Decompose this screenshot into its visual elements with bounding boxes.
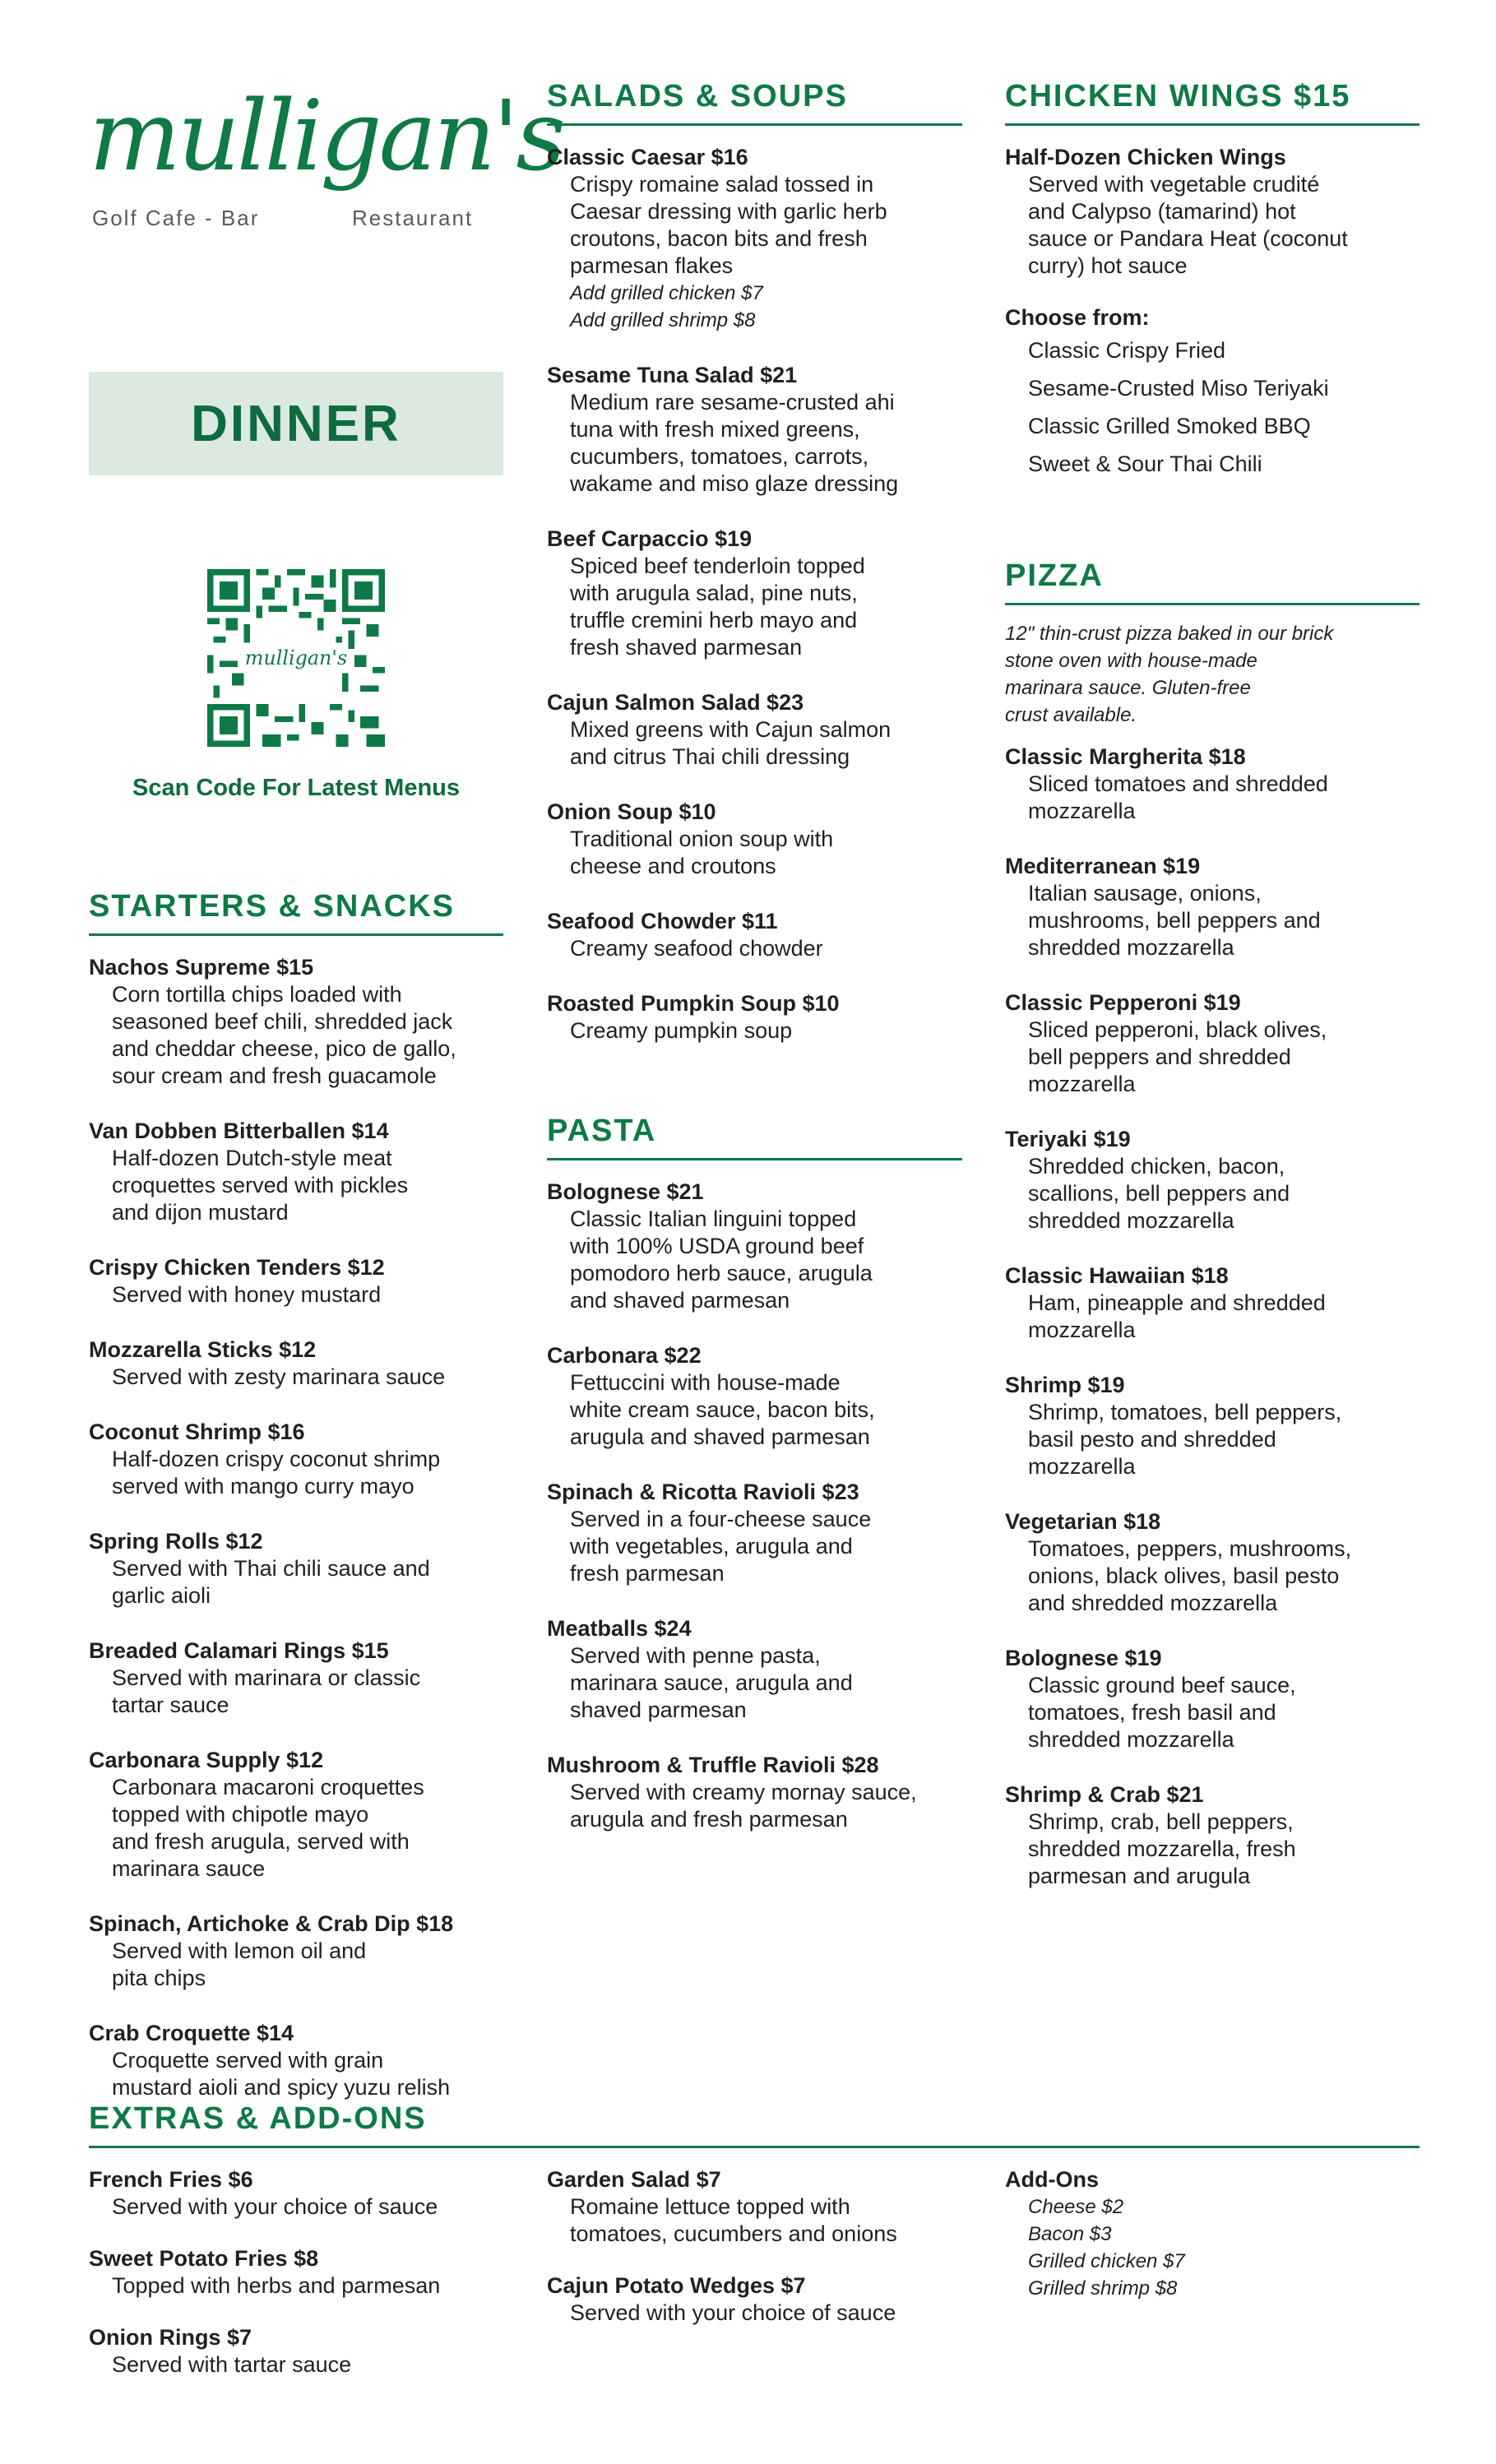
text-line: basil pesto and shredded	[1028, 1427, 1276, 1452]
menu-item-desc	[547, 553, 962, 661]
menu-item-name: Van Dobben Bitterballen $14	[89, 1119, 389, 1143]
menu-item-name: Garden Salad $7	[547, 2167, 721, 2192]
text-line: Served with tartar sauce	[112, 2352, 352, 2377]
menu-item-desc	[547, 389, 962, 498]
qr-code-wrapper	[89, 569, 503, 747]
menu-item-desc	[89, 1555, 503, 1609]
text-line: shredded mozzarella	[1028, 1208, 1234, 1233]
pizza-section	[1005, 558, 1420, 1890]
menu-item	[89, 2324, 504, 2378]
text-line: Grilled shrimp $8	[1028, 2277, 1178, 2300]
text-line: Fettuccini with house-made	[570, 1370, 841, 1395]
wings-title: CHICKEN WINGS $15	[1005, 79, 1420, 126]
menu-item	[89, 2245, 504, 2300]
addons-block	[1005, 2166, 1420, 2302]
text-line: Served with honey mustard	[112, 1282, 382, 1307]
menu-item-name: French Fries $6	[89, 2167, 253, 2192]
wings-options-list	[1005, 331, 1420, 483]
text-line: mustard aioli and spicy yuzu relish	[112, 2075, 451, 2100]
wings-option: Sweet & Sour Thai Chili	[1028, 452, 1262, 476]
wings-item-name: Half-Dozen Chicken Wings	[1005, 145, 1286, 169]
menu-item	[1005, 1645, 1420, 1753]
menu-item	[1005, 1781, 1420, 1890]
menu-item	[1005, 1508, 1420, 1617]
menu-item-name: Classic Hawaiian $18	[1005, 1263, 1229, 1288]
text-line: mushrooms, bell peppers and	[1028, 908, 1321, 933]
text-line: tartar sauce	[112, 1693, 229, 1717]
text-line: onions, black olives, basil pesto	[1028, 1563, 1340, 1588]
menu-item-name: Shrimp & Crab $21	[1005, 1782, 1204, 1807]
menu-item-desc	[1005, 1399, 1420, 1480]
text-line: with 100% USDA ground beef	[570, 1234, 864, 1258]
text-line: pomodoro herb sauce, arugula	[570, 1261, 873, 1285]
text-line: Served with your choice of sauce	[112, 2194, 438, 2219]
menu-item	[547, 2272, 962, 2327]
menu-item-name: Carbonara $22	[547, 1343, 702, 1368]
text-line: Crispy romaine salad tossed in	[570, 172, 874, 197]
logo-tagline	[92, 206, 503, 231]
menu-item-desc	[1005, 1672, 1420, 1753]
menu-item-name: Bolognese $19	[1005, 1646, 1162, 1670]
menu-item	[547, 1479, 962, 1587]
text-line: stone oven with house-made	[1005, 650, 1257, 672]
menu-item-name: Crispy Chicken Tenders $12	[89, 1255, 385, 1280]
text-line: Served with marinara or classic	[112, 1665, 421, 1690]
menu-item-note	[547, 280, 962, 334]
menu-item	[547, 1615, 962, 1724]
text-line: Croquette served with grain	[112, 2048, 384, 2073]
text-line: 12" thin-crust pizza baked in our brick	[1005, 623, 1334, 645]
menu-item	[547, 2166, 962, 2248]
menu-item	[547, 799, 962, 880]
menu-item-desc	[547, 1369, 962, 1451]
menu-item-desc	[1005, 771, 1420, 825]
text-line: Creamy pumpkin soup	[570, 1018, 793, 1043]
menu-item-name: Crab Croquette $14	[89, 2021, 294, 2045]
text-line: truffle cremini herb mayo and	[570, 608, 858, 632]
wings-option: Classic Crispy Fried	[1028, 338, 1226, 363]
menu-item-name: Coconut Shrimp $16	[89, 1420, 305, 1444]
menu-item-desc	[89, 2193, 504, 2221]
menu-item	[547, 1752, 962, 1833]
text-line: cucumbers, tomatoes, carrots,	[570, 444, 869, 469]
menu-item-desc	[547, 1642, 962, 1724]
menu-item-desc	[1005, 1535, 1420, 1617]
menu-item	[89, 954, 503, 1090]
menu-item-name: Roasted Pumpkin Soup $10	[547, 991, 840, 1016]
salads-title: SALADS & SOUPS	[547, 79, 962, 126]
text-line: mozzarella	[1028, 799, 1136, 823]
menu-item-name: Mediterranean $19	[1005, 854, 1201, 878]
text-line: mozzarella	[1028, 1318, 1136, 1342]
text-line: Shrimp, tomatoes, bell peppers,	[1028, 1400, 1342, 1424]
text-line: white cream sauce, bacon bits,	[570, 1397, 875, 1422]
extras-col-2	[547, 2166, 962, 2351]
menu-item-desc	[1005, 1290, 1420, 1344]
menu-item-desc	[1005, 1809, 1420, 1890]
logo-tag-right: Restaurant	[352, 206, 474, 230]
menu-item-desc	[89, 1145, 503, 1226]
menu-item-desc	[547, 1506, 962, 1587]
extras-col-1	[89, 2166, 504, 2403]
text-line: tuna with fresh mixed greens,	[570, 417, 860, 442]
text-line: shaved parmesan	[570, 1697, 747, 1722]
menu-item-desc	[89, 1938, 503, 1992]
menu-item-name: Meatballs $24	[547, 1616, 692, 1641]
menu-item-desc	[89, 2047, 503, 2101]
menu-item-desc	[547, 1206, 962, 1314]
pasta-list	[547, 1179, 962, 1833]
text-line: Creamy seafood chowder	[570, 936, 823, 961]
text-line: mozzarella	[1028, 1454, 1136, 1479]
menu-title: DINNER	[191, 395, 401, 452]
text-line: Served with vegetable crudité	[1028, 172, 1320, 197]
text-line: curry) hot sauce	[1028, 253, 1188, 278]
menu-item	[547, 689, 962, 771]
text-line: Mixed greens with Cajun salmon	[570, 717, 892, 742]
text-line: fresh parmesan	[570, 1561, 725, 1586]
menu-item-name: Beef Carpaccio $19	[547, 526, 753, 551]
menu-item-name: Sweet Potato Fries $8	[89, 2246, 319, 2271]
menu-item-name: Cajun Potato Wedges $7	[547, 2273, 806, 2298]
menu-item	[547, 526, 962, 661]
text-line: with vegetables, arugula and	[570, 1534, 853, 1559]
menu-item-desc	[89, 981, 503, 1090]
menu-item	[89, 1254, 503, 1308]
menu-item-desc	[547, 826, 962, 880]
text-line: and shredded mozzarella	[1028, 1591, 1278, 1615]
menu-item	[547, 362, 962, 498]
text-line: Sliced pepperoni, black olives,	[1028, 1017, 1327, 1042]
text-line: Ham, pineapple and shredded	[1028, 1290, 1326, 1315]
menu-item-desc	[1005, 1017, 1420, 1098]
text-line: marinara sauce	[112, 1856, 266, 1881]
text-line: arugula and fresh parmesan	[570, 1807, 848, 1832]
menu-item-name: Classic Pepperoni $19	[1005, 990, 1241, 1015]
text-line: Topped with herbs and parmesan	[112, 2273, 441, 2298]
menu-item-name: Spinach & Ricotta Ravioli $23	[547, 1480, 859, 1504]
text-line: Bacon $3	[1028, 2223, 1112, 2245]
menu-item-desc	[547, 2193, 962, 2248]
menu-item-name: Classic Margherita $18	[1005, 744, 1246, 769]
menu-item-desc	[89, 1774, 503, 1883]
text-line: and fresh arugula, served with	[112, 1829, 410, 1854]
text-line: and Calypso (tamarind) hot	[1028, 199, 1296, 224]
text-line: Traditional onion soup with	[570, 827, 834, 851]
menu-item-name: Nachos Supreme $15	[89, 955, 314, 980]
text-line: Corn tortilla chips loaded with	[112, 982, 402, 1007]
wings-option: Classic Grilled Smoked BBQ	[1028, 414, 1311, 438]
text-line: Served with zesty marinara sauce	[112, 1364, 446, 1389]
text-line: Italian sausage, onions,	[1028, 881, 1262, 905]
menu-title-banner	[89, 372, 503, 475]
text-line: croquettes served with pickles	[112, 1173, 409, 1197]
menu-item-desc	[89, 1446, 503, 1500]
wings-item	[1005, 144, 1420, 280]
text-line: Classic Italian linguini topped	[570, 1207, 857, 1231]
addons-list	[1005, 2193, 1420, 2302]
text-line: parmesan flakes	[570, 253, 734, 278]
text-line: Cheese $2	[1028, 2196, 1124, 2218]
text-line: croutons, bacon bits and fresh	[570, 226, 868, 251]
menu-item	[547, 1179, 962, 1314]
menu-item-desc	[89, 1364, 503, 1391]
text-line: Served with your choice of sauce	[570, 2300, 896, 2325]
text-line: Caesar dressing with garlic herb	[570, 199, 887, 224]
menu-item-name: Mushroom & Truffle Ravioli $28	[547, 1753, 879, 1777]
menu-item-desc	[547, 1017, 962, 1044]
pasta-section	[547, 1114, 962, 1833]
text-line: Classic ground beef sauce,	[1028, 1673, 1296, 1697]
salads-list	[547, 144, 962, 1044]
menu-item-desc	[1005, 1153, 1420, 1234]
text-line: shredded mozzarella	[1028, 1727, 1234, 1752]
text-line: Shredded chicken, bacon,	[1028, 1154, 1285, 1179]
menu-item-name: Spring Rolls $12	[89, 1529, 263, 1554]
text-line: and cheddar cheese, pico de gallo,	[112, 1036, 456, 1061]
text-line: crust available.	[1005, 704, 1137, 726]
qr-logo-text: mulligan's	[244, 646, 348, 670]
extras-section	[89, 2101, 1420, 2377]
text-line: Add grilled shrimp $8	[570, 309, 756, 331]
text-line: bell peppers and shredded	[1028, 1044, 1291, 1069]
text-line: tomatoes, cucumbers and onions	[570, 2221, 897, 2246]
menu-item	[1005, 853, 1420, 961]
menu-item-desc	[1005, 880, 1420, 961]
menu-item-name: Shrimp $19	[1005, 1373, 1125, 1397]
qr-code-icon[interactable]	[207, 569, 385, 747]
text-line: Half-dozen crispy coconut shrimp	[112, 1447, 441, 1471]
menu-item	[547, 1342, 962, 1451]
logo-tag-left: Golf Cafe - Bar	[92, 206, 260, 230]
menu-item-name: Classic Caesar $16	[547, 145, 748, 169]
menu-item	[89, 1747, 503, 1883]
wings-section	[1005, 79, 1420, 483]
pizza-title: PIZZA	[1005, 558, 1420, 605]
text-line: Served with creamy mornay sauce,	[570, 1780, 917, 1804]
text-line: Carbonara macaroni croquettes	[112, 1775, 424, 1799]
text-line: seasoned beef chili, shredded jack	[112, 1009, 453, 1034]
text-line: Spiced beef tenderloin topped	[570, 553, 865, 578]
menu-item-desc	[89, 1281, 503, 1308]
text-line: tomatoes, fresh basil and	[1028, 1700, 1276, 1725]
text-line: served with mango curry mayo	[112, 1474, 415, 1498]
menu-item-desc	[547, 935, 962, 962]
menu-item	[1005, 1126, 1420, 1234]
menu-item-desc	[89, 1665, 503, 1719]
text-line: shredded mozzarella	[1028, 935, 1234, 960]
menu-item-desc	[89, 2272, 504, 2300]
menu-item	[1005, 1372, 1420, 1480]
menu-item	[89, 1637, 503, 1719]
text-line: sour cream and fresh guacamole	[112, 1063, 437, 1088]
text-line: Served with penne pasta,	[570, 1643, 821, 1668]
text-line: Tomatoes, peppers, mushrooms,	[1028, 1536, 1352, 1561]
menu-item	[547, 990, 962, 1044]
menu-item	[89, 1419, 503, 1500]
left-column	[89, 74, 563, 2129]
menu-item-name: Seafood Chowder $11	[547, 909, 778, 933]
menu-item	[89, 2166, 504, 2221]
text-line: Romaine lettuce topped with	[570, 2194, 850, 2219]
menu-item-name: Onion Rings $7	[89, 2325, 252, 2350]
text-line: with arugula salad, pine nuts,	[570, 581, 858, 605]
starters-list	[89, 954, 503, 2101]
text-line: pita chips	[112, 1966, 206, 1990]
text-line: Sliced tomatoes and shredded	[1028, 771, 1328, 796]
middle-column	[547, 79, 962, 1861]
text-line: parmesan and arugula	[1028, 1864, 1251, 1888]
text-line: Served in a four-cheese sauce	[570, 1507, 872, 1531]
text-line: Add grilled chicken $7	[570, 282, 763, 304]
pasta-title: PASTA	[547, 1114, 962, 1160]
text-line: marinara sauce, arugula and	[570, 1670, 853, 1695]
text-line: shredded mozzarella, fresh	[1028, 1836, 1296, 1861]
text-line: Medium rare sesame-crusted ahi	[570, 390, 895, 415]
text-line: topped with chipotle mayo	[112, 1802, 369, 1827]
qr-caption: Scan Code For Latest Menus	[132, 775, 460, 801]
menu-item-desc	[547, 2300, 962, 2327]
menu-item	[89, 1528, 503, 1609]
menu-item	[89, 1336, 503, 1391]
wings-item-desc	[1005, 171, 1420, 280]
menu-item-name: Bolognese $21	[547, 1179, 704, 1204]
wings-choose-title: Choose from:	[1005, 305, 1150, 330]
menu-item	[1005, 989, 1420, 1098]
text-line: Half-dozen Dutch-style meat	[112, 1146, 392, 1170]
text-line: and dijon mustard	[112, 1200, 289, 1225]
text-line: arugula and shaved parmesan	[570, 1424, 870, 1449]
starters-title: STARTERS & SNACKS	[89, 889, 503, 936]
text-line: scallions, bell peppers and	[1028, 1181, 1290, 1206]
text-line: wakame and miso glaze dressing	[570, 471, 899, 496]
pizza-list	[1005, 743, 1420, 1890]
text-line: and shaved parmesan	[570, 1288, 790, 1313]
menu-item	[89, 1118, 503, 1226]
text-line: marinara sauce. Gluten-free	[1005, 677, 1251, 699]
text-line: sauce or Pandara Heat (coconut	[1028, 226, 1348, 251]
menu-item-name: Onion Soup $10	[547, 799, 716, 824]
menu-item	[1005, 743, 1420, 825]
menu-item-name: Breaded Calamari Rings $15	[89, 1638, 389, 1663]
addons-title: Add-Ons	[1005, 2167, 1099, 2192]
text-line: fresh shaved parmesan	[570, 635, 803, 660]
menu-item-name: Spinach, Artichoke & Crab Dip $18	[89, 1911, 454, 1936]
menu-item-name: Teriyaki $19	[1005, 1127, 1131, 1151]
text-line: Shrimp, crab, bell peppers,	[1028, 1809, 1294, 1834]
menu-item	[1005, 1262, 1420, 1344]
menu-item	[547, 908, 962, 962]
menu-item-name: Carbonara Supply $12	[89, 1748, 324, 1772]
wings-option: Sesame-Crusted Miso Teriyaki	[1028, 376, 1329, 401]
menu-item	[547, 144, 962, 334]
text-line: Served with lemon oil and	[112, 1938, 367, 1963]
text-line: cheese and croutons	[570, 854, 776, 878]
text-line: garlic aioli	[112, 1583, 211, 1608]
menu-item-name: Sesame Tuna Salad $21	[547, 363, 798, 387]
logo-wordmark: mulligan's	[89, 79, 563, 192]
pizza-intro	[1005, 620, 1420, 729]
text-line: Served with Thai chili sauce and	[112, 1556, 430, 1581]
menu-item-name: Cajun Salmon Salad $23	[547, 690, 804, 715]
extras-title: EXTRAS & ADD-ONS	[89, 2101, 1420, 2148]
starters-section	[89, 889, 503, 2101]
menu-item	[89, 2020, 503, 2101]
menu-item-desc	[89, 2351, 504, 2378]
menu-item-desc	[547, 171, 962, 280]
right-column	[1005, 79, 1420, 1918]
menu-item-desc	[547, 716, 962, 771]
menu-item-desc	[547, 1779, 962, 1833]
text-line: and citrus Thai chili dressing	[570, 744, 850, 769]
text-line: Grilled chicken $7	[1028, 2250, 1185, 2272]
menu-item	[89, 1911, 503, 1992]
menu-item-name: Vegetarian $18	[1005, 1509, 1161, 1534]
logo	[89, 74, 563, 247]
salads-section	[547, 79, 962, 1044]
text-line: mozzarella	[1028, 1072, 1136, 1096]
menu-item-name: Mozzarella Sticks $12	[89, 1337, 317, 1362]
